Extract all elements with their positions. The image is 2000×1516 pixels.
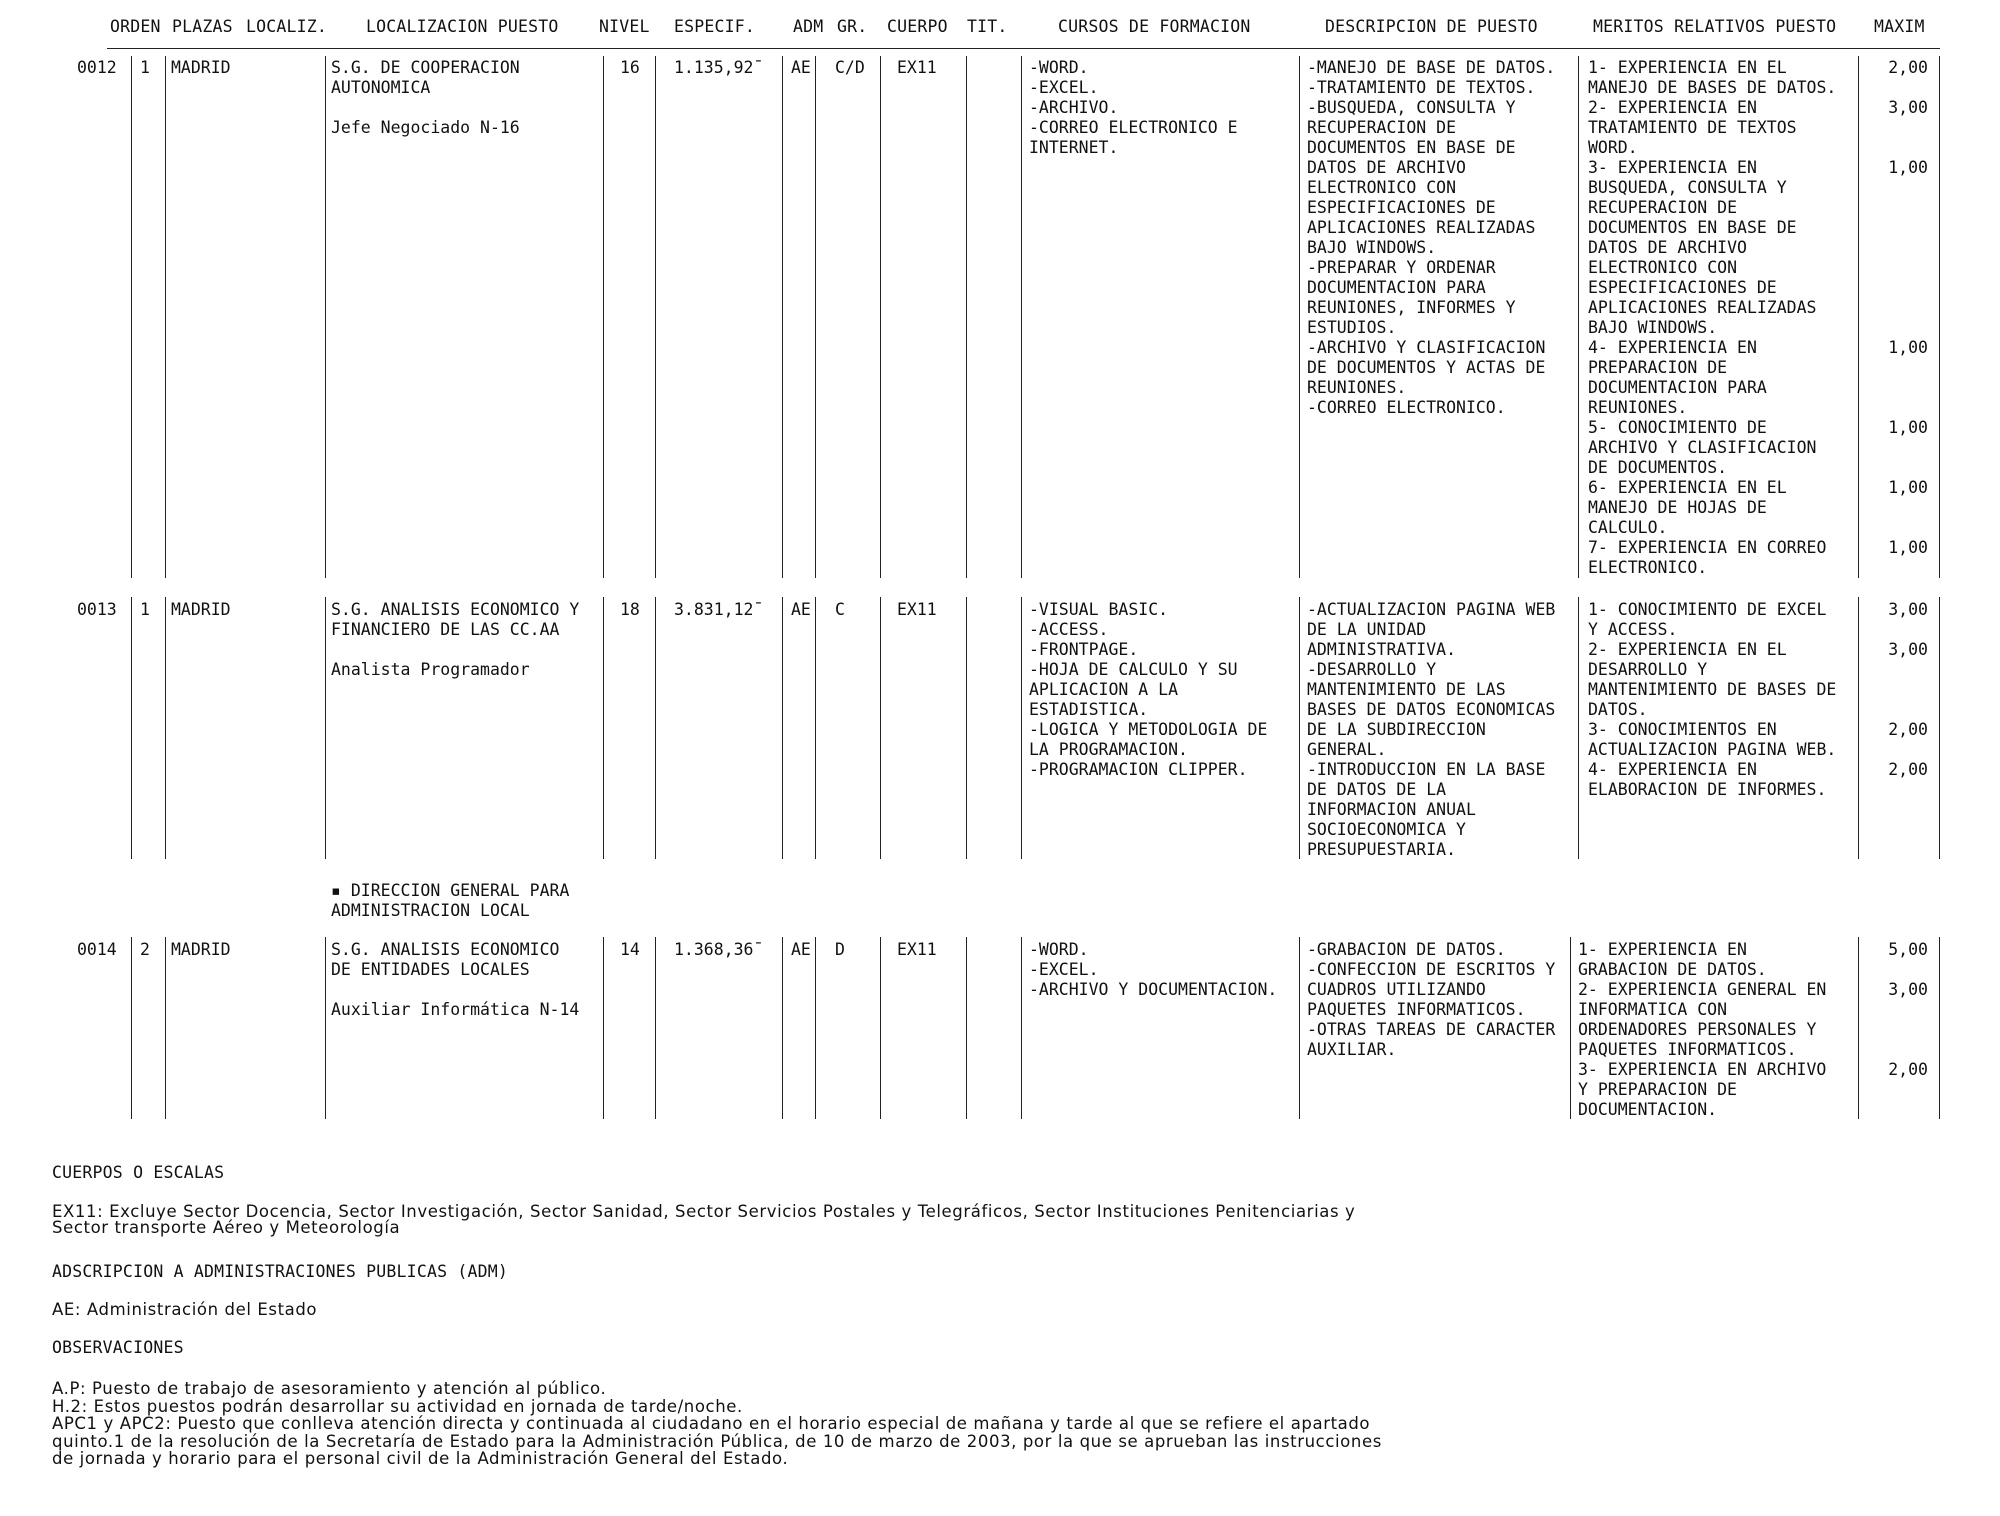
cell-puesto: S.G. DE COOPERACION AUTONOMICA Jefe Negociado N-16 [331, 58, 520, 137]
column-separator [782, 597, 783, 859]
cell-orden: 0013 [77, 600, 117, 619]
column-separator [165, 56, 166, 578]
header-adm: ADM [793, 17, 824, 36]
column-separator [655, 56, 656, 578]
cell-gr: D [835, 940, 845, 959]
header-descripcion: DESCRIPCION DE PUESTO [1325, 17, 1538, 36]
cell-cuerpo: EX11 [897, 600, 937, 619]
cell-puesto: S.G. ANALISIS ECONOMICO DE ENTIDADES LOCALES Auxiliar Informática N-14 [331, 940, 580, 1019]
column-separator [1858, 937, 1859, 1119]
cell-gr: C/D [835, 58, 865, 77]
cell-maxim: 5,00 3,00 2,00 [1888, 940, 1928, 1079]
column-separator [880, 937, 881, 1119]
header-nivel: NIVEL [599, 17, 650, 36]
cell-localiz: MADRID [171, 600, 231, 619]
column-separator [1858, 56, 1859, 578]
cell-plazas: 1 [140, 58, 150, 77]
column-separator [165, 597, 166, 859]
column-separator [1299, 597, 1300, 859]
column-separator [1299, 56, 1300, 578]
cell-adm: AE [791, 940, 811, 959]
cell-especif: 3.831,12¯ [674, 600, 764, 619]
column-separator [966, 56, 967, 578]
column-separator [1939, 56, 1940, 578]
cell-descripcion: -ACTUALIZACION PAGINA WEB DE LA UNIDAD ADMINISTRATIVA. -DESARROLLO Y MANTENIMIENTO DE LAS BASES DE DATOS ECONOMICAS DE LA SUBDIRECCION GENERAL. -INTRODUCCION EN LA BASE DE DATOS DE LA INFORMACION ANUAL SOCIOECONOMICA Y PRESUPUESTARIA. [1307, 600, 1556, 859]
cell-especif: 1.135,92¯ [674, 58, 764, 77]
cell-puesto: S.G. ANALISIS ECONOMICO Y FINANCIERO DE LAS CC.AA Analista Programador [331, 600, 580, 679]
column-separator [1021, 597, 1022, 859]
cell-adm: AE [791, 58, 811, 77]
header-gr: GR. [837, 17, 868, 36]
column-separator [1858, 597, 1859, 859]
ex11-note: EX11: Excluye Sector Docencia, Sector Investigación, Sector Sanidad, Sector Servicios Postales y Telegráficos, Sector Instituciones Penitenciarias y Sector transporte Aéreo y Meteorología [52, 1202, 1356, 1237]
cell-plazas: 2 [140, 940, 150, 959]
column-separator [782, 56, 783, 578]
column-separator [131, 597, 132, 859]
cell-adm: AE [791, 600, 811, 619]
column-separator [1570, 937, 1571, 1119]
cell-localiz: MADRID [171, 58, 231, 77]
column-separator [1299, 937, 1300, 1119]
column-separator [1578, 56, 1579, 578]
cell-meritos: 1- EXPERIENCIA EN EL MANEJO DE BASES DE DATOS. 2- EXPERIENCIA EN TRATAMIENTO DE TEXTOS WORD. 3- EXPERIENCIA EN BUSQUEDA, CONSULTA Y RECUPERACION DE DOCUMENTOS EN BASE DE DATOS DE ARCHIVO ELECTRONICO CON ESPECIFICACIONES DE APLICACIONES REALIZADAS BAJO WINDOWS. 4- EXPERIENCIA EN PREPARACION DE DOCUMENTACION PARA REUNIONES. 5- CONOCIMIENTO DE ARCHIVO Y CLASIFICACION DE DOCUMENTOS. 6- EXPERIENCIA EN EL MANEJO DE HOJAS DE CALCULO. 7- EXPERIENCIA EN CORREO ELECTRONICO. [1588, 58, 1837, 577]
column-separator [1939, 937, 1940, 1119]
header-rule [107, 48, 1940, 49]
cell-orden: 0012 [77, 58, 117, 77]
cell-nivel: 14 [620, 940, 640, 959]
cell-cuerpo: EX11 [897, 58, 937, 77]
cell-meritos: 1- CONOCIMIENTO DE EXCEL Y ACCESS. 2- EXPERIENCIA EN EL DESARROLLO Y MANTENIMIENTO DE BASES DE DATOS. 3- CONOCIMIENTOS EN ACTUALIZACION PAGINA WEB. 4- EXPERIENCIA EN ELABORACION DE INFORMES. [1588, 600, 1837, 799]
ae-note: AE: Administración del Estado [52, 1300, 318, 1319]
header-meritos: MERITOS RELATIVOS PUESTO [1593, 17, 1837, 36]
cell-orden: 0014 [77, 940, 117, 959]
header-cursos: CURSOS DE FORMACION [1058, 17, 1251, 36]
column-separator [325, 937, 326, 1119]
observaciones-text: A.P: Puesto de trabajo de asesoramiento y atención al público. H.2: Estos puestos podrán desarrollar su actividad en jornada de tarde/noche. APC1 y APC2: Puesto que conlleva atención directa y continuada al ciudadano en el horario especial de mañana y tarde al que se refiere el apartado quinto.1 de la resolución de la Secretaría de Estado para la Administración Pública, de 10 de marzo de 2003, por la que se aprueban las instrucciones de jornada y horario para el personal civil de la Administración General del Estado. [52, 1379, 1382, 1468]
cell-descripcion: -GRABACION DE DATOS. -CONFECCION DE ESCRITOS Y CUADROS UTILIZANDO PAQUETES INFORMATICOS. -OTRAS TAREAS DE CARACTER AUXILIAR. [1307, 940, 1556, 1059]
cell-cuerpo: EX11 [897, 940, 937, 959]
column-separator [1021, 56, 1022, 578]
column-separator [325, 597, 326, 859]
column-separator [815, 56, 816, 578]
column-separator [880, 56, 881, 578]
column-separator [131, 937, 132, 1119]
column-separator [603, 937, 604, 1119]
cell-localiz: MADRID [171, 940, 231, 959]
column-separator [1021, 937, 1022, 1119]
column-separator [966, 597, 967, 859]
cell-nivel: 18 [620, 600, 640, 619]
column-separator [966, 937, 967, 1119]
header-localiz: LOCALIZ. [246, 17, 328, 36]
cell-descripcion: -MANEJO DE BASE DE DATOS. -TRATAMIENTO DE TEXTOS. -BUSQUEDA, CONSULTA Y RECUPERACION DE DOCUMENTOS EN BASE DE DATOS DE ARCHIVO ELECTRONICO CON ESPECIFICACIONES DE APLICACIONES REALIZADAS BAJO WINDOWS. -PREPARAR Y ORDENAR DOCUMENTACION PARA REUNIONES, INFORMES Y ESTUDIOS. -ARCHIVO Y CLASIFICACION DE DOCUMENTOS Y ACTAS DE REUNIONES. -CORREO ELECTRONICO. [1307, 58, 1556, 417]
cell-especif: 1.368,36¯ [674, 940, 764, 959]
column-separator [880, 597, 881, 859]
column-separator [325, 56, 326, 578]
cell-meritos: 1- EXPERIENCIA EN GRABACION DE DATOS. 2- EXPERIENCIA GENERAL EN INFORMATICA CON ORDENADORES PERSONALES Y PAQUETES INFORMATICOS. 3- EXPERIENCIA EN ARCHIVO Y PREPARACION DE DOCUMENTACION. [1578, 940, 1827, 1119]
header-plazas: PLAZAS [172, 17, 233, 36]
column-separator [165, 937, 166, 1119]
column-separator [815, 597, 816, 859]
section-heading: ▪ DIRECCION GENERAL PARA ADMINISTRACION LOCAL [331, 881, 570, 920]
cell-cursos: -WORD. -EXCEL. -ARCHIVO Y DOCUMENTACION. [1029, 940, 1278, 999]
header-orden: ORDEN [110, 17, 161, 36]
cell-cursos: -VISUAL BASIC. -ACCESS. -FRONTPAGE. -HOJA DE CALCULO Y SU APLICACION A LA ESTADISTICA. -LOGICA Y METODOLOGIA DE LA PROGRAMACION. -PROGRAMACION CLIPPER. [1029, 600, 1268, 779]
column-separator [603, 597, 604, 859]
column-separator [603, 56, 604, 578]
cell-gr: C [835, 600, 845, 619]
column-separator [131, 56, 132, 578]
column-separator [782, 937, 783, 1119]
column-separator [655, 597, 656, 859]
cell-maxim: 3,00 3,00 2,00 2,00 [1888, 600, 1928, 779]
column-separator [815, 937, 816, 1119]
cell-cursos: -WORD. -EXCEL. -ARCHIVO. -CORREO ELECTRONICO E INTERNET. [1029, 58, 1238, 157]
cuerpos-title: CUERPOS O ESCALAS [52, 1163, 225, 1182]
header-tit: TIT. [967, 17, 1008, 36]
observaciones-title: OBSERVACIONES [52, 1338, 184, 1357]
cell-plazas: 1 [140, 600, 150, 619]
cell-nivel: 16 [620, 58, 640, 77]
adscripcion-title: ADSCRIPCION A ADMINISTRACIONES PUBLICAS (ADM) [52, 1262, 509, 1281]
header-localizacion-puesto: LOCALIZACION PUESTO [366, 17, 559, 36]
cell-maxim: 2,00 3,00 1,00 1,00 1,00 1,00 1,00 [1888, 58, 1928, 557]
column-separator [655, 937, 656, 1119]
header-especif: ESPECIF. [674, 17, 756, 36]
header-cuerpo: CUERPO [887, 17, 948, 36]
column-separator [1578, 597, 1579, 859]
column-separator [1939, 597, 1940, 859]
header-maxim: MAXIM [1874, 17, 1925, 36]
